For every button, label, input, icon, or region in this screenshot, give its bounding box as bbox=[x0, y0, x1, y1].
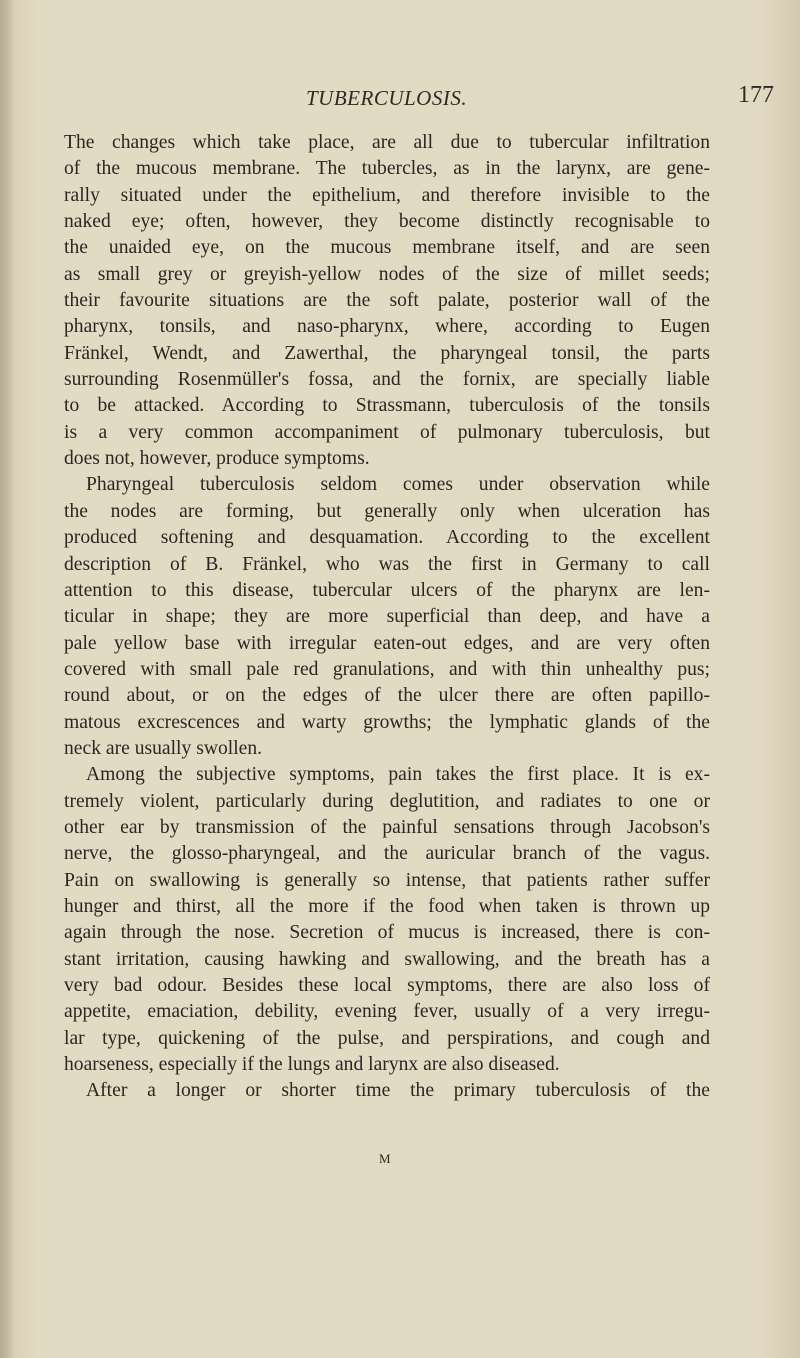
text-line: other ear by transmission of the painful sensations through Jacobson's bbox=[64, 816, 710, 838]
text-line: attention to this disease, tubercular ulcers of the pharynx are len- bbox=[64, 579, 710, 601]
text-line: is a very common accompaniment of pulmonary tuberculosis, but bbox=[64, 421, 710, 443]
signature-mark: M bbox=[379, 1151, 392, 1166]
text-line: their favourite situations are the soft palate, posterior wall of the bbox=[64, 290, 710, 312]
page-header bbox=[0, 82, 800, 112]
text-line: produced softening and desquamation. According to the excellent bbox=[64, 527, 710, 549]
text-line: ticular in shape; they are more superficial than deep, and have a bbox=[64, 606, 710, 628]
text-line: again through the nose. Secretion of mucus is increased, there is con- bbox=[64, 922, 710, 944]
text-line: hoarseness, especially if the lungs and larynx are also diseased. bbox=[64, 1054, 560, 1076]
text-line: pale yellow base with irregular eaten-out edges, and are very often bbox=[64, 632, 710, 654]
text-line: The changes which take place, are all due to tubercular infiltration bbox=[64, 132, 710, 153]
spine-shadow bbox=[0, 0, 14, 1358]
text-line: Fränkel, Wendt, and Zawerthal, the pharyngeal tonsil, the parts bbox=[64, 342, 710, 364]
text-line: as small grey or greyish-yellow nodes of the size of millet seeds; bbox=[64, 263, 710, 285]
text-line: round about, or on the edges of the ulcer there are often papillo- bbox=[64, 685, 710, 707]
text-line: nerve, the glosso-pharyngeal, and the auricular branch of the vagus. bbox=[64, 843, 710, 865]
body-text bbox=[64, 130, 710, 1105]
text-line: naked eye; often, however, they become distinctly recognisable to bbox=[64, 211, 710, 233]
text-line: tremely violent, particularly during deglutition, and radiates to one or bbox=[64, 790, 710, 812]
text-line: Pain on swallowing is generally so intense, that patients rather suffer bbox=[64, 869, 710, 891]
text-line: to be attacked. According to Strassmann, tuberculosis of the tonsils bbox=[64, 395, 710, 417]
text-line: very bad odour. Besides these local symptoms, there are also loss of bbox=[64, 975, 710, 996]
text-line: covered with small pale red granulations, and with thin unhealthy pus; bbox=[64, 658, 710, 680]
paragraph-first-line: Pharyngeal tuberculosis seldom comes under observation while bbox=[86, 474, 710, 496]
text-line: hunger and thirst, all the more if the food when taken is thrown up bbox=[64, 895, 710, 917]
text-line: surrounding Rosenmüller's fossa, and the fornix, are specially liable bbox=[64, 369, 710, 391]
text-line: does not, however, produce symptoms. bbox=[64, 448, 370, 470]
text-line: description of B. Fränkel, who was the first in Germany to call bbox=[64, 553, 710, 575]
paragraph-first-line: Among the subjective symptoms, pain takes the first place. It is ex- bbox=[86, 764, 710, 786]
text-line: rally situated under the epithelium, and therefore invisible to the bbox=[64, 184, 710, 206]
text-line: matous excrescences and warty growths; the lymphatic glands of the bbox=[64, 711, 710, 733]
text-line: stant irritation, causing hawking and swallowing, and the breath has a bbox=[64, 948, 710, 970]
page-number: 177 bbox=[738, 82, 774, 108]
text-line: the unaided eye, on the mucous membrane itself, and are seen bbox=[64, 237, 710, 259]
text-line: of the mucous membrane. The tubercles, as in the larynx, are gene- bbox=[64, 158, 710, 180]
text-line: pharynx, tonsils, and naso-pharynx, where, according to Eugen bbox=[64, 316, 710, 338]
text-line: appetite, emaciation, debility, evening fever, usually of a very irregu- bbox=[64, 1001, 710, 1023]
text-line: neck are usually swollen. bbox=[64, 737, 263, 759]
paragraph-first-line: After a longer or shorter time the primary tuberculosis of the bbox=[86, 1080, 710, 1102]
running-head: TUBERCULOSIS. bbox=[306, 86, 468, 110]
text-line: lar type, quickening of the pulse, and perspirations, and cough and bbox=[64, 1027, 710, 1049]
text-line: the nodes are forming, but generally only when ulceration has bbox=[64, 500, 710, 522]
